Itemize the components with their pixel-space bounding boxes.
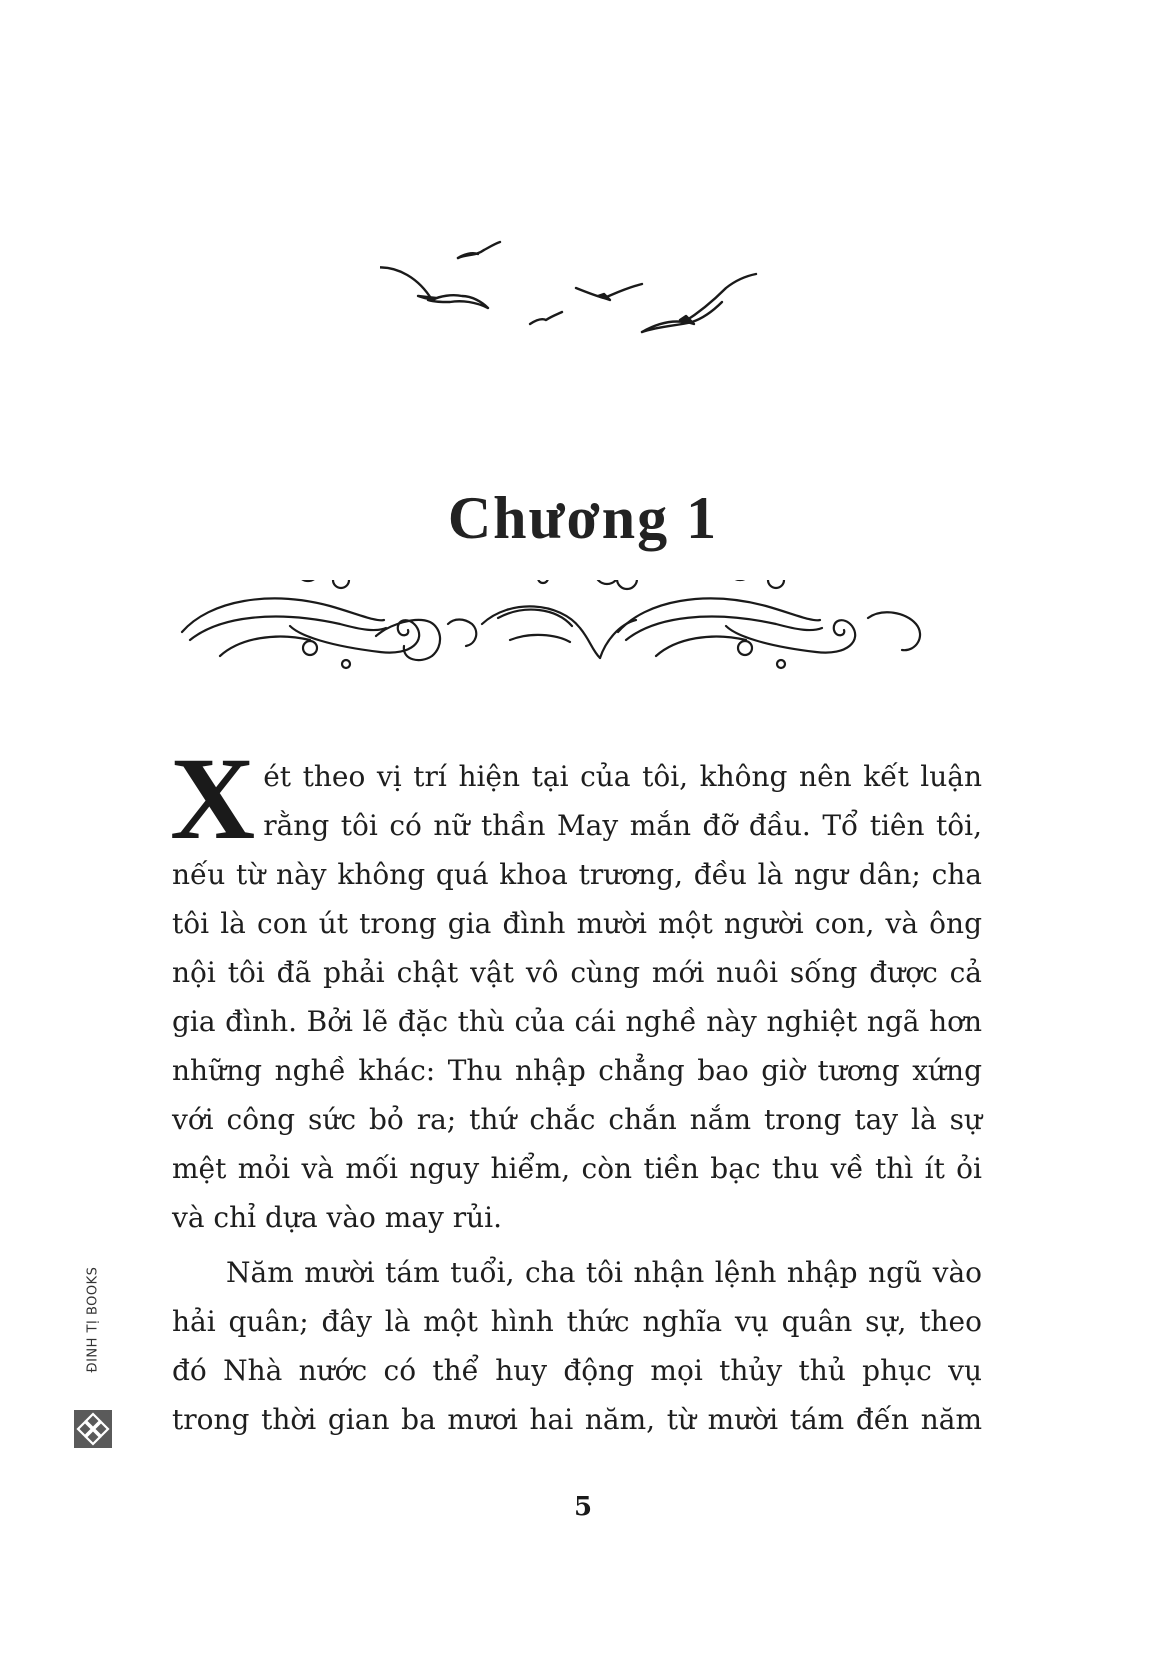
publisher-name: ĐINH TỊ BOOKS	[85, 1266, 101, 1373]
body-text	[170, 733, 982, 1444]
drop-cap: X	[170, 733, 256, 864]
paragraph-2	[172, 1248, 982, 1444]
paragraph-1	[170, 733, 982, 1242]
paragraph-2-text: Năm mười tám tuổi, cha tôi nhận lệnh nhập ngũ vào hải quân; đây là một hình thức nghĩa vụ quân sự, theo đó Nhà nước có thể huy động mọi thủy thủ phục vụ trong thời gian ba mươi hai năm, từ mười tám đến năm	[172, 1256, 982, 1436]
wave-bubbles-ornament	[180, 580, 980, 710]
page-number: 5	[573, 1492, 593, 1522]
dinh-ti-diamond-logo-icon	[74, 1410, 112, 1448]
chapter-title: Chương 1	[447, 485, 719, 551]
flying-birds-illustration	[380, 240, 800, 360]
paragraph-1-text: ét theo vị trí hiện tại của tôi, không nên kết luận rằng tôi có nữ thần May mắn đỡ đầu. Tổ tiên tôi, nếu từ này không quá khoa trương, đều là ngư dân; cha tôi là con út trong gia đình mười một người con, và ông nội tôi đã phải chật vật vô cùng mới nuôi sống được cả gia đình. Bởi lẽ đặc thù của cái nghề này nghiệt ngã hơn những nghề khác: Thu nhập chẳng bao giờ tương xứng với công sức bỏ ra; thứ chắc chắn nắm trong tay là sự mệt mỏi và mối nguy hiểm, còn tiền bạc thu về thì ít ỏi và chỉ dựa vào may rủi.	[172, 760, 982, 1234]
